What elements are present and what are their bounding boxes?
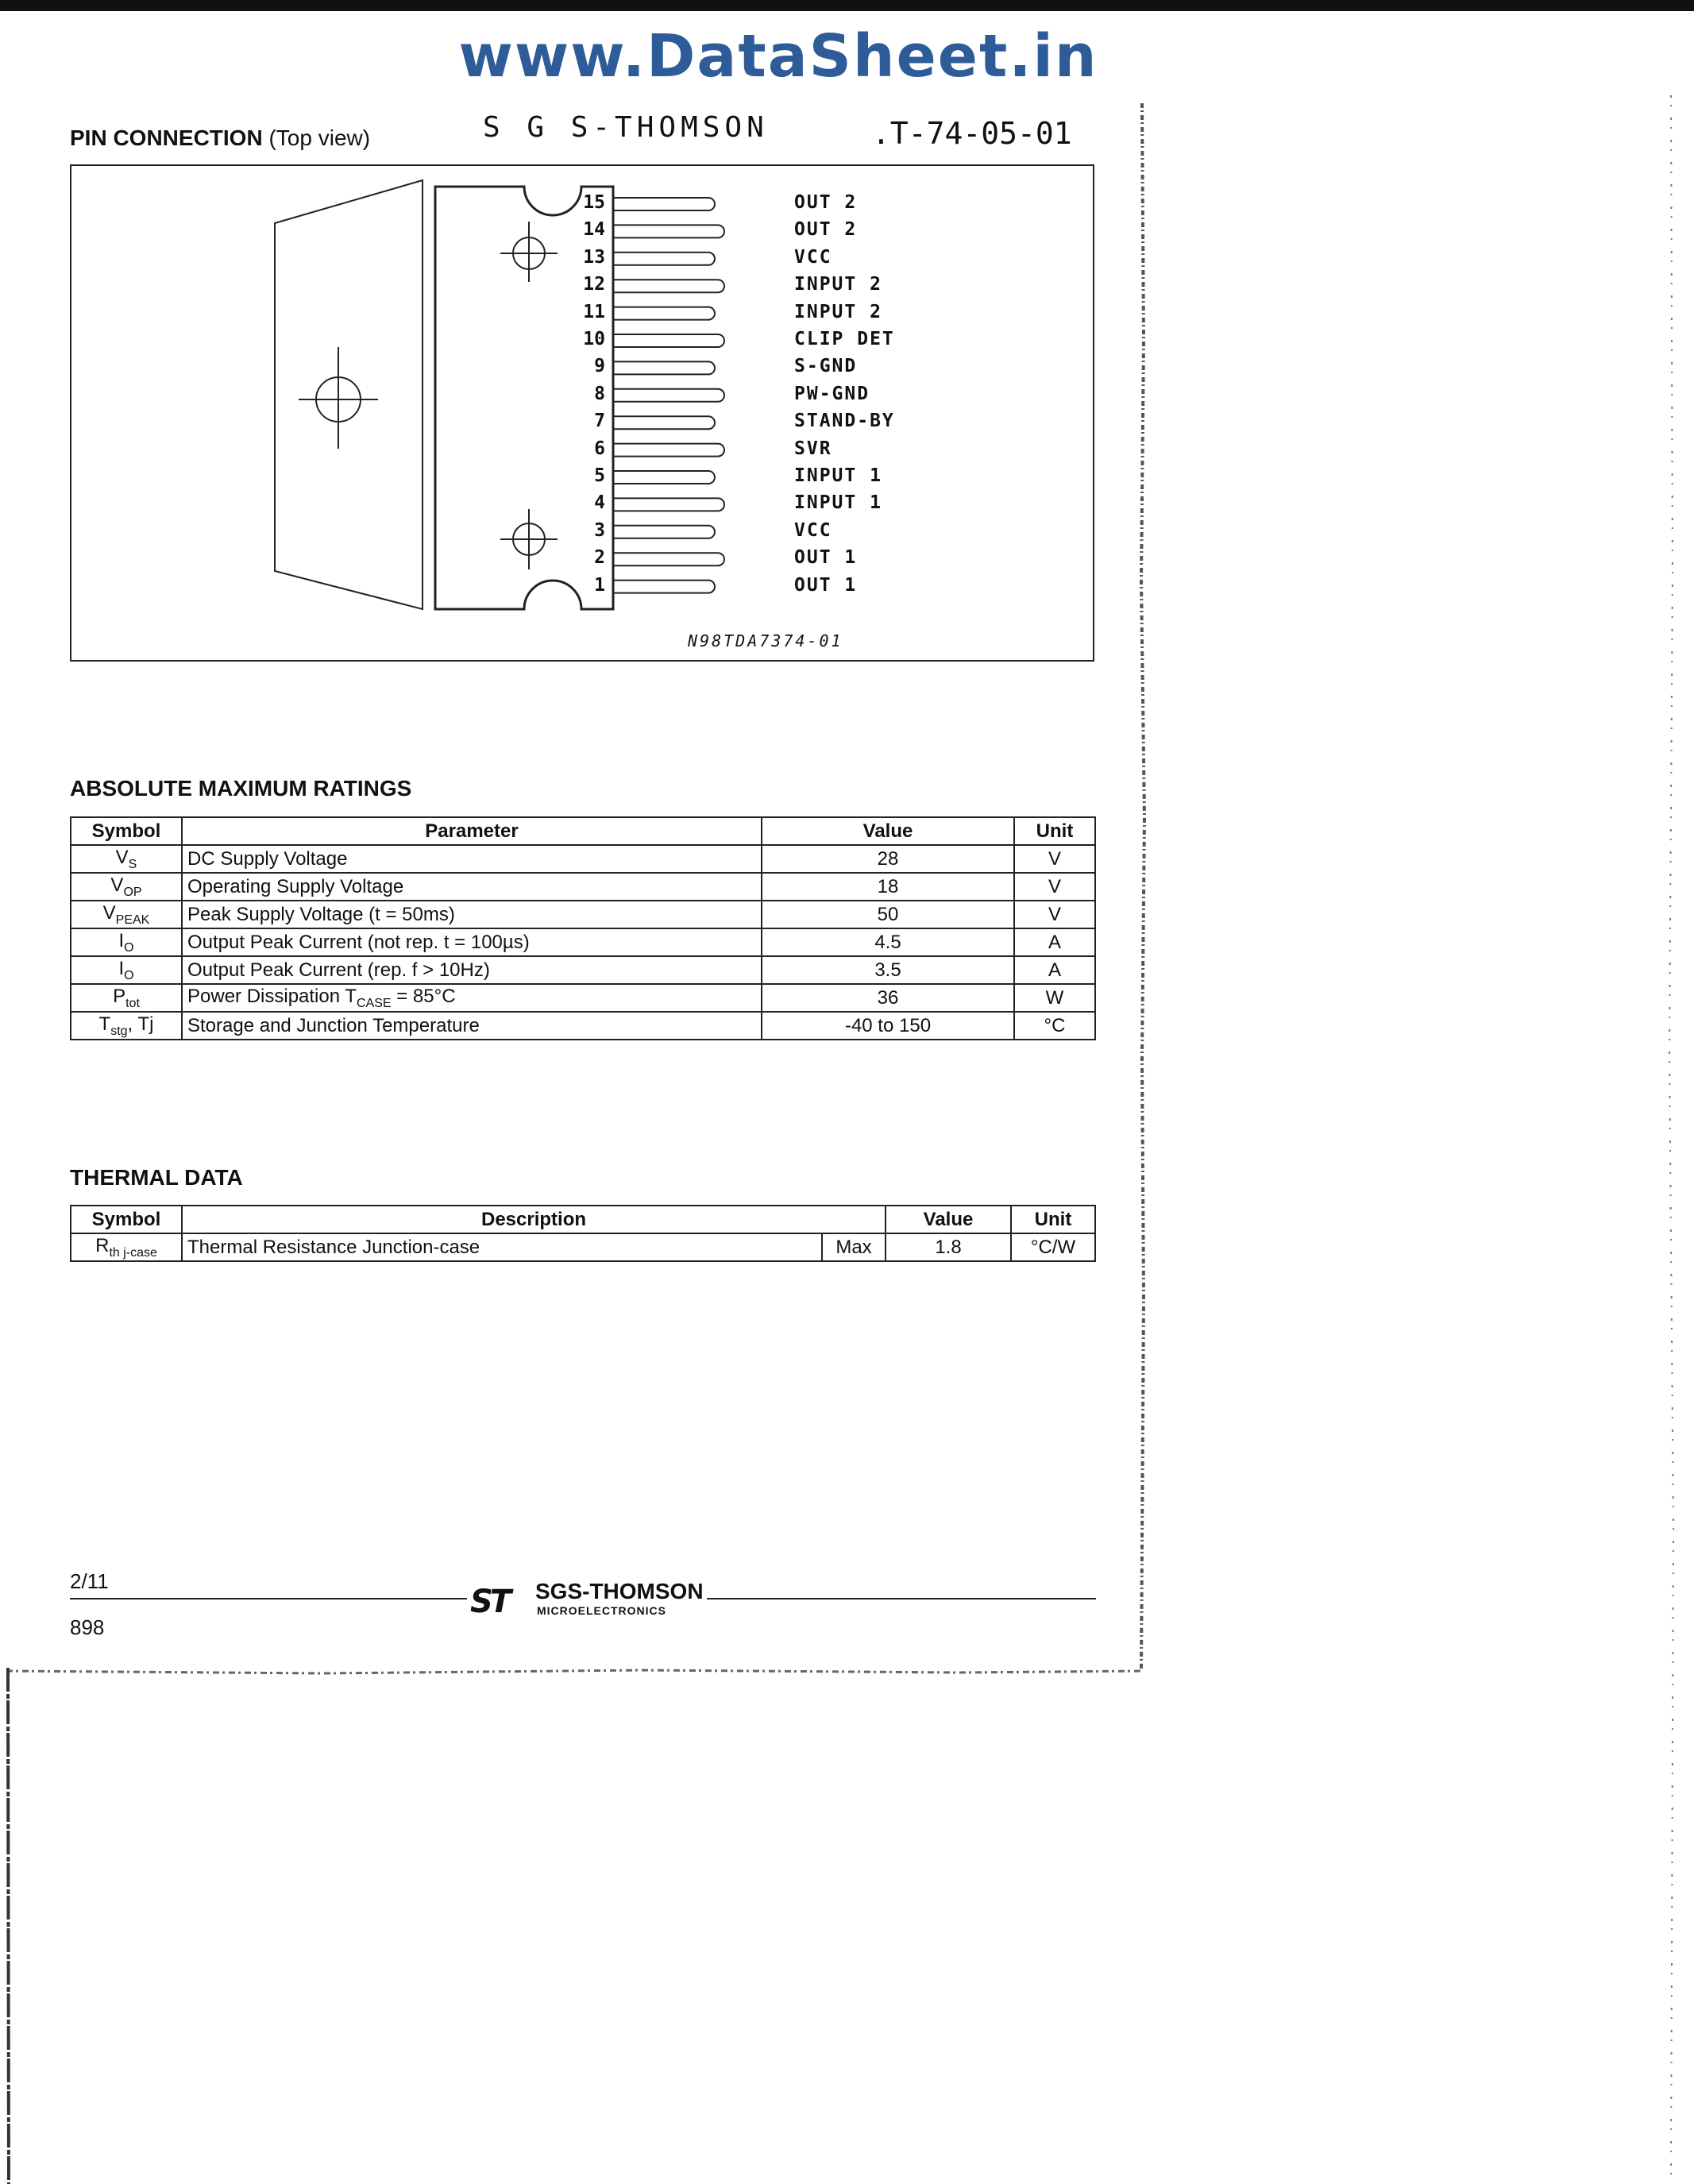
watermark: www.DataSheet.in: [458, 22, 1098, 91]
symbol-sub: O: [124, 940, 134, 955]
pin-lead: [613, 581, 715, 593]
pin-number: 3: [594, 519, 605, 541]
parameter-text: Operating Supply Voltage: [187, 875, 404, 897]
value-cell: 4.5: [762, 928, 1014, 956]
scan-edge-left: [5, 1668, 13, 2184]
unit-cell: °C/W: [1011, 1233, 1095, 1261]
logo-company: SGS-THOMSON: [535, 1579, 704, 1603]
pin-number: 6: [594, 438, 605, 459]
mounting-hole-top: [500, 222, 558, 282]
col-parameter: Parameter: [182, 817, 762, 845]
symbol-main: V: [110, 874, 124, 896]
table-row: [71, 984, 1095, 1012]
parameter-cell: [182, 1012, 762, 1040]
pin-lead: [613, 389, 724, 402]
mounting-hole-left: [299, 347, 378, 449]
pin-number: 11: [583, 301, 605, 322]
unit-cell: V: [1014, 845, 1095, 873]
pin-label: INPUT 1: [794, 465, 882, 486]
symbol-cell: [71, 1233, 182, 1261]
doc-number: 898: [70, 1615, 105, 1639]
symbol-sub: O: [124, 968, 134, 982]
symbol-main: V: [115, 846, 129, 868]
symbol-sub: PEAK: [115, 913, 150, 927]
pin-lead: [613, 416, 715, 429]
table-row: [71, 928, 1095, 956]
symbol-cell: [71, 845, 182, 873]
col-value: Value: [886, 1206, 1011, 1233]
page-number: 2/11: [70, 1569, 109, 1593]
value-cell: 28: [762, 845, 1014, 873]
pin-number: 13: [583, 246, 605, 268]
parameter-text: Output Peak Current (not rep. t = 100µs): [187, 931, 530, 953]
parameter-cell: [182, 928, 762, 956]
logo-subtitle: MICROELECTRONICS: [537, 1604, 666, 1617]
pin-label: OUT 1: [794, 547, 858, 569]
symbol-sub: OP: [123, 885, 142, 899]
thermal-table: [70, 1205, 1096, 1262]
pin-label: PW-GND: [794, 383, 870, 404]
company-stamp: S G S-THOMSON: [483, 111, 769, 144]
scan-edge-horizontal: [6, 1666, 1142, 1679]
pin-number: 8: [594, 383, 605, 404]
symbol-sub: th j-case: [109, 1245, 157, 1260]
qualifier-cell: Max: [822, 1233, 886, 1261]
pin-lead: [613, 471, 715, 484]
unit-cell: A: [1014, 928, 1095, 956]
table-row: [71, 1233, 1095, 1261]
pin-label: OUT 2: [794, 219, 858, 241]
table-row: [71, 901, 1095, 928]
symbol-main: I: [118, 929, 125, 951]
pin-label: INPUT 2: [794, 301, 882, 322]
col-symbol: Symbol: [71, 1206, 182, 1233]
unit-cell: V: [1014, 901, 1095, 928]
value-cell: 50: [762, 901, 1014, 928]
parameter-cell: [182, 845, 762, 873]
description-cell: Thermal Resistance Junction-case: [182, 1233, 822, 1261]
pin-number: 7: [594, 411, 605, 432]
mounting-hole-bottom: [500, 509, 558, 569]
pin-connection-diagram: [70, 164, 1094, 662]
heatsink-tab: [275, 180, 423, 609]
pin-label: SVR: [794, 438, 832, 459]
symbol-cell: [71, 928, 182, 956]
document-code: .T-74-05-01: [872, 116, 1072, 151]
pin-lead: [613, 334, 724, 347]
footer-rule-left: [70, 1598, 467, 1599]
pin-number: 12: [583, 274, 605, 295]
pin-lead: [613, 498, 724, 511]
parameter-cell: [182, 956, 762, 984]
symbol-cell: [71, 1012, 182, 1040]
pin-lead: [613, 361, 715, 374]
pin-lead: [613, 307, 715, 320]
pin-lead: [613, 280, 724, 292]
unit-cell: V: [1014, 873, 1095, 901]
col-value: Value: [762, 817, 1014, 845]
symbol-tail: , Tj: [127, 1013, 154, 1035]
symbol-cell: [71, 956, 182, 984]
pin-label: STAND-BY: [794, 411, 895, 432]
parameter-cell: [182, 984, 762, 1012]
pin-number: 2: [594, 547, 605, 569]
pin-number: 10: [583, 329, 605, 349]
symbol-cell: [71, 984, 182, 1012]
value-cell: 1.8: [886, 1233, 1011, 1261]
symbol-cell: [71, 873, 182, 901]
pin-number: 9: [594, 356, 605, 377]
pin-number: 15: [583, 192, 605, 213]
pin-number: 4: [594, 492, 605, 514]
symbol-sub: S: [128, 857, 137, 871]
parameter-text: Output Peak Current (rep. f > 10Hz): [187, 959, 490, 981]
thermal-title: THERMAL DATA: [70, 1165, 243, 1190]
pin-lead: [613, 253, 715, 265]
parameter-text: Power Dissipation T: [187, 985, 357, 1007]
value-cell: -40 to 150: [762, 1012, 1014, 1040]
table-row: [71, 845, 1095, 873]
pin-label: OUT 1: [794, 574, 858, 596]
pin-lead: [613, 198, 715, 210]
pin-label: OUT 2: [794, 192, 858, 213]
pin-leads: [613, 198, 724, 593]
table-header-row: [71, 1206, 1095, 1233]
parameter-text: Storage and Junction Temperature: [187, 1014, 480, 1036]
parameter-cell: [182, 873, 762, 901]
table-header-row: [71, 817, 1095, 845]
pin-number: 5: [594, 465, 605, 486]
pin-label: INPUT 1: [794, 492, 882, 514]
pin-lead: [613, 444, 724, 457]
col-unit: Unit: [1014, 817, 1095, 845]
symbol-main: R: [95, 1234, 110, 1256]
unit-cell: °C: [1014, 1012, 1095, 1040]
symbol-cell: [71, 901, 182, 928]
value-cell: 36: [762, 984, 1014, 1012]
unit-cell: W: [1014, 984, 1095, 1012]
value-cell: 3.5: [762, 956, 1014, 984]
pin-label: VCC: [794, 519, 832, 541]
pin-lead: [613, 526, 715, 538]
table-row: [71, 1012, 1095, 1040]
top-scan-bar: [0, 0, 1694, 11]
pin-label: INPUT 2: [794, 274, 882, 295]
scan-edge-right: [1660, 95, 1684, 2176]
scan-edge-vertical: [1136, 103, 1150, 1669]
symbol-main: V: [102, 901, 116, 924]
col-unit: Unit: [1011, 1206, 1095, 1233]
abs-max-rows: [71, 845, 1095, 1040]
symbol-main: P: [113, 985, 126, 1007]
pin-title-sub: (Top view): [268, 125, 371, 150]
pin-lead: [613, 225, 724, 237]
parameter-cell: [182, 901, 762, 928]
footer-rule-right: [707, 1598, 1096, 1599]
symbol-sub: stg: [110, 1024, 128, 1038]
table-row: [71, 956, 1095, 984]
col-symbol: Symbol: [71, 817, 182, 845]
parameter-sub: CASE: [356, 996, 392, 1010]
parameter-tail: = 85°C: [391, 985, 456, 1007]
pin-label: S-GND: [794, 356, 858, 377]
pin-title-text: PIN CONNECTION: [70, 125, 263, 150]
symbol-main: I: [118, 957, 125, 979]
abs-max-table: [70, 816, 1096, 1040]
pin-number: 14: [583, 219, 605, 241]
col-description: Description: [182, 1206, 886, 1233]
page-header: [70, 111, 1094, 159]
symbol-sub: tot: [125, 996, 140, 1010]
pin-connection-title: [70, 125, 370, 151]
unit-cell: A: [1014, 956, 1095, 984]
parameter-text: Peak Supply Voltage (t = 50ms): [187, 903, 455, 925]
pin-label: VCC: [794, 246, 832, 268]
parameter-text: DC Supply Voltage: [187, 847, 348, 870]
symbol-main: T: [98, 1013, 111, 1035]
diagram-code: N98TDA7374-01: [688, 631, 843, 650]
pin-number: 1: [594, 574, 605, 596]
table-row: [71, 873, 1095, 901]
pin-label: CLIP DET: [794, 329, 895, 349]
abs-max-title: ABSOLUTE MAXIMUM RATINGS: [70, 776, 412, 801]
pin-lead: [613, 553, 724, 565]
value-cell: 18: [762, 873, 1014, 901]
st-logo-icon: ST: [470, 1584, 509, 1620]
